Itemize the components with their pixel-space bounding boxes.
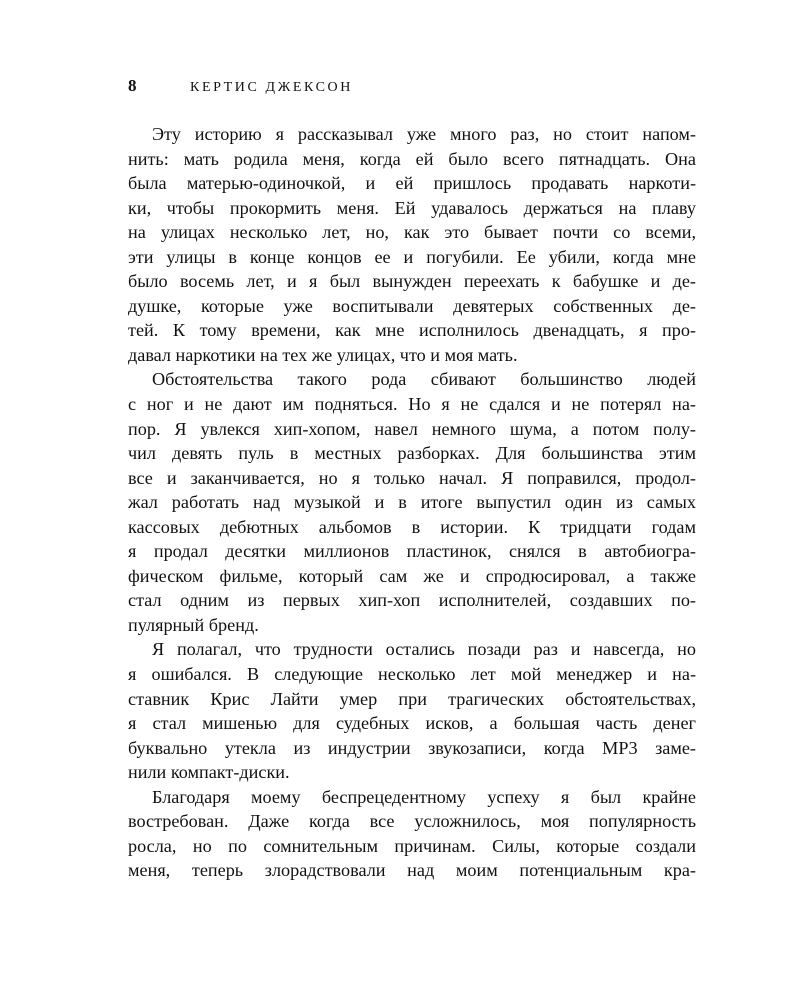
text-line: ки, чтобы прокормить меня. Ей удавалось держаться на плаву [128,197,696,218]
text-line: нили компакт-диски. [128,762,290,783]
text-line: Благодаря моему беспрецедентному успеху я был крайне [152,786,696,807]
text-line: нить: мать родила меня, когда ей было всего пятнадцать. Она [128,148,696,169]
text-line: Обстоятельства такого рода сбивают большинство людей [152,369,696,390]
text-line: Я полагал, что трудности остались позади раз и навсегда, но [152,639,696,660]
text-line: я стал мишенью для судебных исков, а большая часть денег [128,713,696,734]
text-line: меня, теперь злорадствовали над моим потенциальным кра- [128,860,696,881]
text-line: давал наркотики на тех же улицах, что и моя мать. [128,344,518,365]
text-line: пор. Я увлекся хип-хопом, навел немного шума, а потом полу- [128,418,696,439]
text-line: было восемь лет, и я был вынужден переехать к бабушке и де- [128,271,696,292]
text-line: тей. К тому времени, как мне исполнилось двенадцать, я про- [128,320,696,341]
text-line: Эту историю я рассказывал уже много раз, но стоит напом- [152,124,696,144]
text-line: эти улицы в конце концов ее и погубили. Ее убили, когда мне [128,246,696,267]
text-line: я ошибался. В следующие несколько лет мой менеджер и на- [128,664,696,685]
body-text [128,122,696,883]
text-line: была матерью-одиночкой, и ей пришлось продавать наркоти- [128,173,696,194]
text-line: востребован. Даже когда все усложнилось, моя популярность [128,811,696,832]
text-line: чил девять пуль в местных разборках. Для большинства этим [128,443,696,464]
text-line: буквально утекла из индустрии звукозаписи, когда MP3 заме- [128,737,696,758]
text-line: все и заканчивается, но я только начал. Я поправился, продол- [128,467,696,488]
page-number: 8 [128,76,137,95]
text-line: я продал десятки миллионов пластинок, снялся в автобиогра- [128,541,696,562]
text-line: на улицах несколько лет, но, как это бывает почти со всеми, [128,222,696,243]
text-line: душке, которые уже воспитывали девятерых собственных де- [128,295,696,316]
text-line: фическом фильме, который сам же и спродюсировал, а также [128,565,696,586]
text-line: стал одним из первых хип-хоп исполнителей, создавших по- [128,590,696,611]
running-head [128,76,353,100]
text-line: пулярный бренд. [128,614,259,635]
text-line: жал работать над музыкой и в итоге выпустил один из самых [128,492,696,513]
running-head-title: КЕРТИС ДЖЕКСОН [190,80,353,95]
text-line: кассовых дебютных альбомов в истории. К тридцати годам [128,516,696,537]
text-line: росла, но по сомнительным причинам. Силы, которые создали [128,835,696,856]
text-line: ставник Крис Лайти умер при трагических обстоятельствах, [128,688,696,709]
text-line: с ног и не дают им подняться. Но я не сдался и не потерял на- [128,394,696,415]
